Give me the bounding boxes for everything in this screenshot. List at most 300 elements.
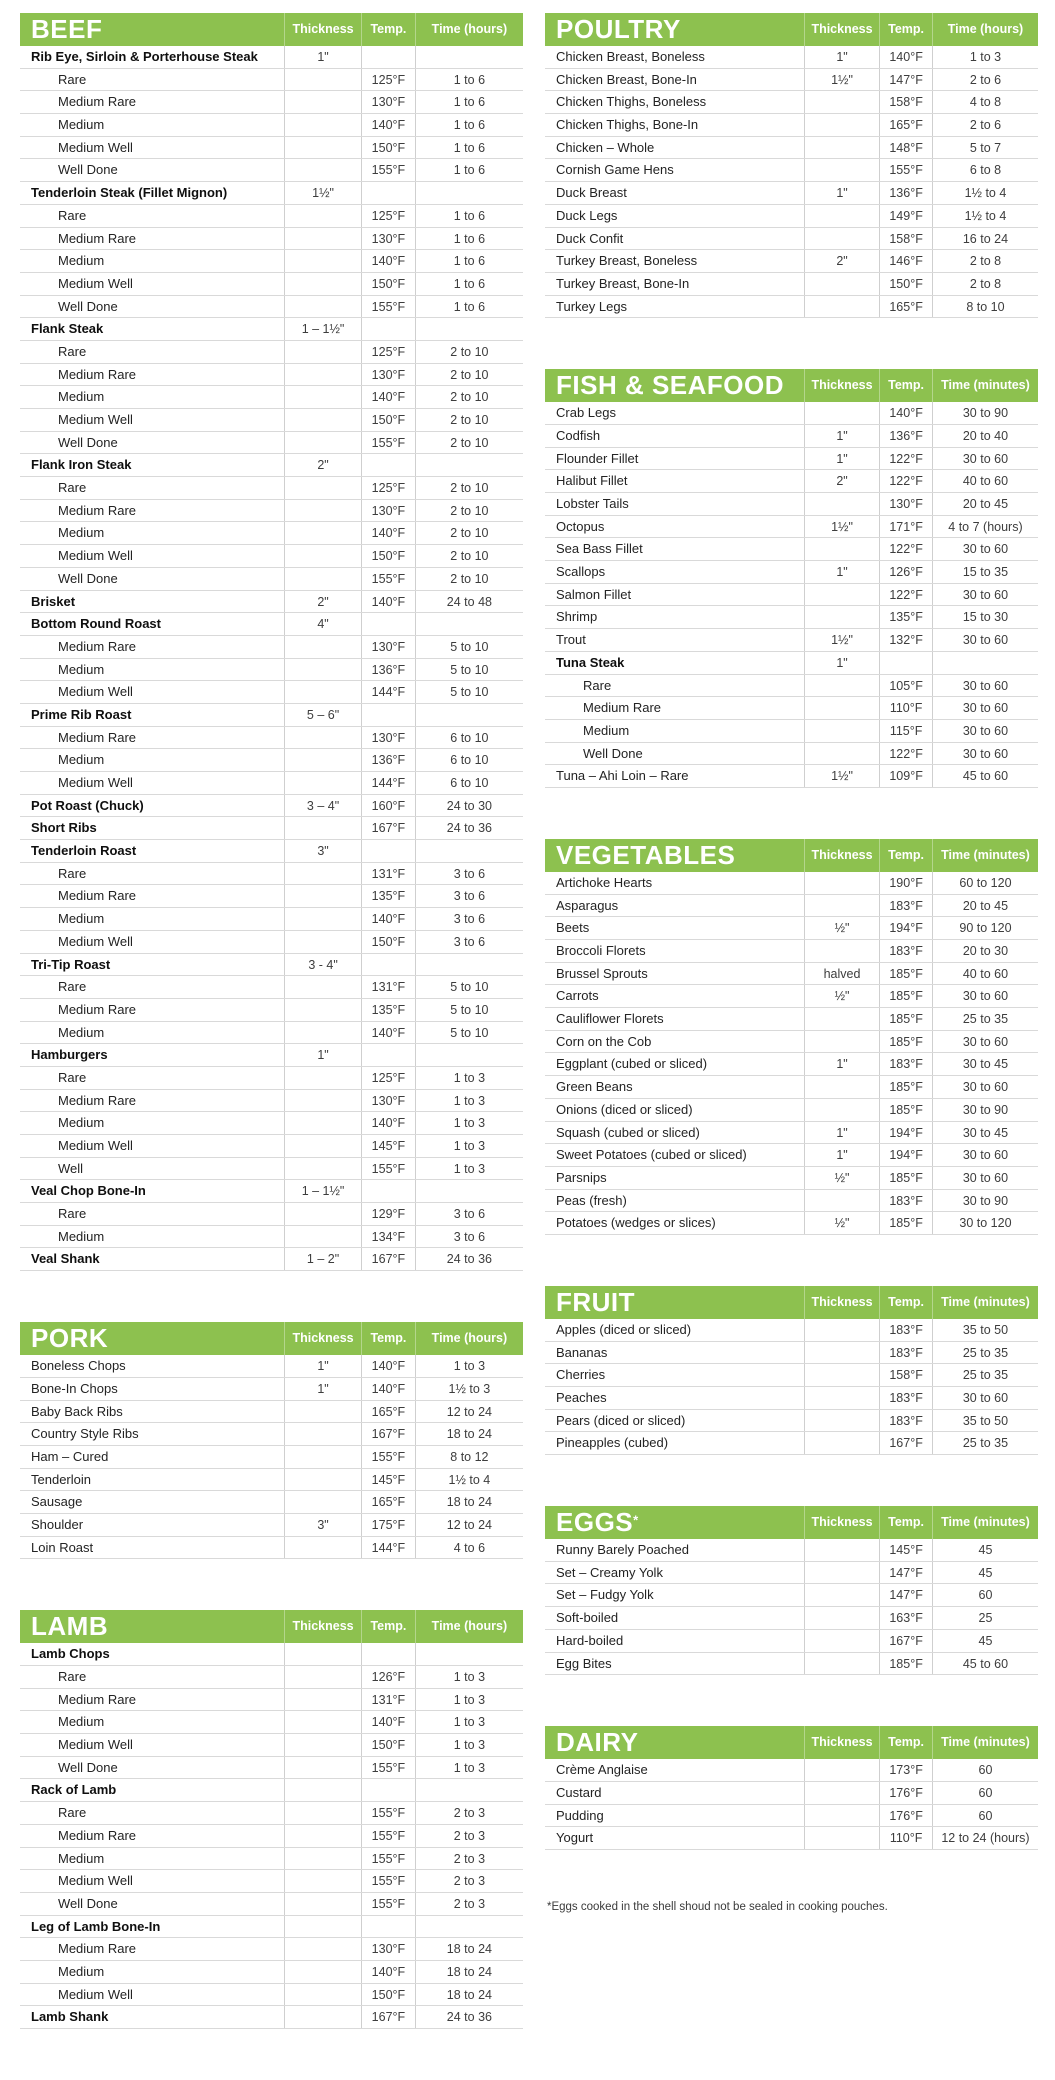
section-dairy: [545, 1726, 1038, 1850]
table-row: [20, 250, 523, 273]
thickness-cell: [804, 1031, 880, 1053]
time-cell: 1 to 6: [415, 205, 523, 227]
time-cell: 6 to 10: [415, 749, 523, 771]
food-name-cell: Yogurt: [556, 1830, 594, 1846]
time-cell: 3 to 6: [415, 1226, 523, 1248]
table-row: [545, 1190, 1038, 1213]
temp-cell: 125°F: [371, 1070, 406, 1085]
temp-cell: 140°F: [371, 1964, 406, 1979]
food-name-cell: Well Done: [58, 434, 118, 450]
temp-cell: 155°F: [371, 1896, 406, 1911]
table-row: [20, 1734, 523, 1757]
thickness-column-header: Thickness: [804, 1726, 880, 1759]
temp-cell: 140°F: [371, 1715, 406, 1730]
fruit-title-cell: [545, 1286, 804, 1319]
time-cell: 30 to 60: [932, 1031, 1038, 1053]
thickness-cell: 1": [804, 1053, 880, 1075]
time-column-header: Time (minutes): [932, 839, 1038, 872]
table-row: [545, 1212, 1038, 1235]
food-name-cell: Medium: [58, 117, 105, 133]
eggs-title-cell: [545, 1506, 804, 1539]
food-name-cell: Veal Chop Bone-In: [31, 1183, 146, 1199]
section-eggs: [545, 1506, 1038, 1675]
temp-cell: 105°F: [889, 678, 923, 693]
thickness-cell: [804, 228, 880, 250]
time-cell: 5 to 10: [415, 681, 523, 703]
table-row: [545, 493, 1038, 516]
food-name-cell: Medium Well: [58, 1873, 133, 1889]
table-row: [20, 931, 523, 954]
time-cell: 1 to 6: [415, 91, 523, 113]
table-row: [545, 516, 1038, 539]
left-column: [20, 13, 523, 2080]
table-row: [20, 1044, 523, 1067]
thickness-cell: [284, 749, 362, 771]
table-row: [20, 364, 523, 387]
temp-cell: 150°F: [371, 934, 406, 949]
table-row: [20, 613, 523, 636]
food-name-cell: Chicken Breast, Bone-In: [556, 71, 697, 87]
temp-cell: 190°F: [889, 875, 923, 890]
table-row: [20, 1666, 523, 1689]
food-name-cell: Hard-boiled: [556, 1632, 624, 1648]
time-cell: 5 to 10: [415, 999, 523, 1021]
thickness-cell: [804, 205, 880, 227]
temp-cell: 175°F: [371, 1517, 406, 1532]
table-row: [20, 1226, 523, 1249]
temp-column-header: Temp.: [888, 22, 925, 36]
thickness-column-header: Thickness: [804, 13, 880, 46]
temp-cell: 129°F: [371, 1207, 406, 1222]
temp-cell: 147°F: [889, 72, 923, 87]
temp-cell: 185°F: [889, 1080, 923, 1095]
thickness-cell: [804, 872, 880, 894]
thickness-column-header: Thickness: [284, 1610, 362, 1643]
temp-cell: 125°F: [371, 208, 406, 223]
time-cell: 2 to 10: [415, 409, 523, 431]
temp-cell: 171°F: [889, 519, 923, 534]
vegetables-title: VEGETABLES: [556, 839, 736, 870]
food-name-cell: Asparagus: [556, 897, 619, 913]
temp-cell: [362, 1180, 415, 1202]
time-cell: 4 to 6: [415, 1537, 523, 1559]
table-row: [20, 454, 523, 477]
food-name-cell: Rare: [58, 480, 87, 496]
food-name-cell: Medium: [58, 911, 105, 927]
time-cell: 1 to 3: [932, 46, 1038, 68]
thickness-cell: [284, 1961, 362, 1983]
food-name-cell: Rare: [58, 343, 87, 359]
temp-cell: 183°F: [889, 1413, 923, 1428]
food-name-cell: Rare: [58, 1805, 87, 1821]
temp-cell: [362, 1916, 415, 1938]
temp-cell: 130°F: [371, 1093, 406, 1108]
table-row: [20, 954, 523, 977]
thickness-cell: [804, 1008, 880, 1030]
table-row: [20, 205, 523, 228]
thickness-cell: [284, 1893, 362, 1915]
table-row: [545, 1387, 1038, 1410]
temp-cell: 144°F: [371, 1540, 406, 1555]
food-name-cell: Cornish Game Hens: [556, 162, 674, 178]
time-cell: 20 to 45: [932, 493, 1038, 515]
food-name-cell: Tri-Tip Roast: [31, 956, 111, 972]
table-row: [20, 1916, 523, 1939]
temp-cell: 158°F: [889, 231, 923, 246]
temp-cell: 131°F: [371, 980, 406, 995]
thickness-cell: 1": [804, 561, 880, 583]
temp-cell: [880, 652, 932, 674]
food-name-cell: Flounder Fillet: [556, 450, 639, 466]
table-row: [20, 159, 523, 182]
thickness-cell: 2": [804, 470, 880, 492]
temp-cell: 136°F: [371, 753, 406, 768]
thickness-cell: [804, 1759, 880, 1781]
time-cell: 24 to 36: [415, 2006, 523, 2028]
vegetables-title-cell: [545, 839, 804, 872]
food-name-cell: Prime Rib Roast: [31, 706, 132, 722]
thickness-cell: [804, 743, 880, 765]
table-row: [545, 159, 1038, 182]
thickness-cell: [284, 976, 362, 998]
thickness-cell: [284, 727, 362, 749]
time-cell: 1 to 3: [415, 1757, 523, 1779]
thickness-cell: [284, 1158, 362, 1180]
temp-cell: 140°F: [371, 118, 406, 133]
temp-cell: 109°F: [889, 769, 923, 784]
food-name-cell: Peas (fresh): [556, 1192, 627, 1208]
food-name-cell: Medium Rare: [58, 1092, 137, 1108]
temp-column-header: Temp.: [888, 1515, 925, 1530]
table-row: [545, 1342, 1038, 1365]
table-row: [20, 1961, 523, 1984]
thickness-cell: [284, 1984, 362, 2006]
time-cell: 25: [932, 1607, 1038, 1629]
table-row: [545, 296, 1038, 319]
table-row: [545, 91, 1038, 114]
time-cell: 5 to 10: [415, 636, 523, 658]
table-row: [545, 652, 1038, 675]
food-name-cell: Baby Back Ribs: [31, 1403, 123, 1419]
time-cell: [415, 954, 523, 976]
thickness-cell: [284, 931, 362, 953]
lamb-title: LAMB: [31, 1611, 109, 1642]
time-cell: 3 to 6: [415, 931, 523, 953]
time-cell: 5 to 10: [415, 1022, 523, 1044]
food-name-cell: Artichoke Hearts: [556, 874, 653, 890]
lamb-header-band: [20, 1610, 523, 1643]
table-row: [545, 1759, 1038, 1782]
table-row: [545, 1053, 1038, 1076]
time-cell: 30 to 60: [932, 448, 1038, 470]
temp-cell: 183°F: [889, 1345, 923, 1360]
thickness-cell: [284, 1870, 362, 1892]
table-row: [545, 205, 1038, 228]
food-name-cell: Eggplant (cubed or sliced): [556, 1056, 708, 1072]
time-cell: 30 to 90: [932, 1099, 1038, 1121]
time-cell: 60: [932, 1782, 1038, 1804]
temp-cell: 144°F: [371, 776, 406, 790]
time-cell: 25 to 35: [932, 1432, 1038, 1454]
table-row: [545, 1122, 1038, 1145]
thickness-cell: [284, 409, 362, 431]
food-name-cell: Rare: [58, 207, 87, 223]
table-row: [20, 1802, 523, 1825]
temp-cell: 183°F: [889, 944, 923, 958]
food-name-cell: Medium Well: [58, 1138, 133, 1153]
temp-cell: 155°F: [371, 571, 406, 586]
food-name-cell: Potatoes (wedges or slices): [556, 1215, 716, 1231]
food-name-cell: Medium: [58, 1963, 105, 1979]
temp-cell: 155°F: [371, 1874, 406, 1889]
time-cell: 3 to 6: [415, 863, 523, 885]
thickness-cell: 3 – 4": [284, 795, 362, 817]
fish-title-cell: [545, 369, 804, 402]
temp-cell: 176°F: [889, 1808, 923, 1823]
temp-cell: 122°F: [889, 587, 923, 602]
table-row: [20, 1378, 523, 1401]
table-row: [20, 795, 523, 818]
temp-cell: 130°F: [371, 367, 406, 382]
thickness-cell: [284, 772, 362, 794]
thickness-cell: [804, 1782, 880, 1804]
time-cell: 18 to 24: [415, 1961, 523, 1983]
table-row: [545, 606, 1038, 629]
temp-cell: 136°F: [889, 428, 923, 443]
food-name-cell: Sea Bass Fillet: [556, 541, 643, 557]
time-cell: 1 to 6: [415, 228, 523, 250]
table-row: [545, 538, 1038, 561]
food-name-cell: Chicken Thighs, Bone-In: [556, 117, 699, 133]
temp-cell: 115°F: [889, 723, 923, 738]
table-row: [20, 296, 523, 319]
time-cell: 24 to 30: [415, 795, 523, 817]
temp-cell: 167°F: [889, 1436, 923, 1451]
time-cell: 12 to 24 (hours): [932, 1827, 1038, 1849]
dairy-title-cell: [545, 1726, 804, 1759]
temp-cell: 165°F: [371, 1404, 406, 1419]
fish-title: FISH & SEAFOOD: [556, 370, 785, 401]
table-row: [545, 1144, 1038, 1167]
temp-cell: 135°F: [889, 610, 923, 625]
food-name-cell: Halibut Fillet: [556, 473, 628, 489]
temp-cell: 126°F: [371, 1670, 406, 1684]
food-name-cell: Octopus: [556, 518, 605, 534]
food-name-cell: Medium: [58, 1714, 105, 1730]
thickness-cell: [284, 1226, 362, 1248]
thickness-cell: [284, 1491, 362, 1513]
time-cell: 35 to 50: [932, 1319, 1038, 1341]
table-row: [545, 1432, 1038, 1455]
temp-cell: 194°F: [889, 1125, 923, 1140]
thickness-cell: 1": [804, 1144, 880, 1166]
food-name-cell: Medium Well: [58, 412, 133, 427]
food-name-cell: Chicken Breast, Boneless: [556, 49, 705, 64]
table-row: [545, 561, 1038, 584]
time-cell: 30 to 60: [932, 697, 1038, 719]
table-row: [20, 409, 523, 432]
thickness-cell: [804, 1364, 880, 1386]
time-cell: 60 to 120: [932, 872, 1038, 894]
table-row: [20, 772, 523, 795]
temp-cell: 194°F: [889, 921, 923, 936]
thickness-cell: [284, 817, 362, 839]
temp-cell: 130°F: [889, 497, 923, 511]
food-name-cell: Flank Iron Steak: [31, 457, 132, 473]
temp-cell: 134°F: [371, 1229, 406, 1244]
food-name-cell: Medium Well: [58, 548, 133, 564]
temp-cell: 155°F: [371, 299, 406, 314]
thickness-cell: 3": [284, 1514, 362, 1536]
food-name-cell: Medium Rare: [58, 1001, 137, 1017]
table-row: [20, 704, 523, 727]
temp-cell: 183°F: [889, 898, 923, 913]
thickness-cell: [284, 1423, 362, 1445]
food-name-cell: Medium Well: [58, 275, 133, 291]
food-name-cell: Peaches: [556, 1390, 607, 1405]
food-name-cell: Medium Rare: [58, 94, 137, 110]
food-name-cell: Well Done: [58, 1759, 118, 1775]
thickness-cell: [804, 1630, 880, 1652]
thickness-cell: [284, 1689, 362, 1711]
thickness-cell: [804, 1076, 880, 1098]
food-name-cell: Salmon Fillet: [556, 586, 632, 602]
temp-cell: 150°F: [889, 276, 923, 291]
thickness-cell: [284, 1757, 362, 1779]
time-cell: [415, 1643, 523, 1665]
temp-cell: 147°F: [889, 1588, 923, 1603]
table-row: [20, 1446, 523, 1469]
food-name-cell: Short Ribs: [31, 820, 97, 836]
time-column-header: Time (hours): [415, 1610, 523, 1643]
thickness-column-header: Thickness: [804, 1506, 880, 1539]
table-row: [20, 817, 523, 840]
time-column-header: Time (minutes): [932, 1506, 1038, 1539]
temp-cell: 136°F: [371, 662, 406, 677]
food-name-cell: Tenderloin Steak (Fillet Mignon): [31, 185, 228, 201]
thickness-cell: 1½": [804, 69, 880, 91]
food-name-cell: Medium Well: [58, 933, 133, 949]
thickness-cell: 1": [284, 46, 362, 68]
food-name-cell: Green Beans: [556, 1079, 633, 1095]
table-row: [20, 2006, 523, 2029]
thickness-cell: 3 - 4": [284, 954, 362, 976]
thickness-cell: [804, 1827, 880, 1849]
thickness-cell: [804, 1432, 880, 1454]
food-name-cell: Turkey Legs: [556, 298, 628, 314]
time-cell: 18 to 24: [415, 1938, 523, 1960]
food-name-cell: Medium Well: [58, 1737, 133, 1753]
table-row: [20, 1180, 523, 1203]
temp-cell: 150°F: [371, 549, 406, 564]
pork-title: PORK: [31, 1323, 109, 1354]
temp-cell: 185°F: [889, 1216, 923, 1231]
fruit-header-band: [545, 1286, 1038, 1319]
table-row: [20, 976, 523, 999]
temp-cell: 183°F: [889, 1193, 923, 1208]
table-row: [20, 69, 523, 92]
table-row: [20, 91, 523, 114]
thickness-cell: 1": [804, 652, 880, 674]
temp-cell: 185°F: [889, 1012, 923, 1027]
time-cell: 8 to 10: [932, 296, 1038, 318]
dairy-title: DAIRY: [556, 1727, 639, 1758]
time-cell: 30 to 60: [932, 1167, 1038, 1189]
thickness-cell: [804, 584, 880, 606]
thickness-cell: 1": [804, 46, 880, 68]
thickness-cell: halved: [804, 963, 880, 985]
food-name-cell: Medium Well: [58, 684, 133, 700]
thickness-cell: [284, 205, 362, 227]
table-row: [20, 1779, 523, 1802]
thickness-cell: [284, 908, 362, 930]
temp-cell: 185°F: [889, 1170, 923, 1185]
temp-cell: 125°F: [371, 481, 406, 496]
table-row: [20, 1514, 523, 1537]
food-name-cell: Medium Well: [58, 775, 133, 790]
food-name-cell: Medium Rare: [58, 638, 137, 654]
food-name-cell: Flank Steak: [31, 321, 104, 337]
food-name-cell: Medium: [58, 389, 105, 405]
food-name-cell: Tenderloin: [31, 1471, 91, 1487]
temp-cell: [362, 954, 415, 976]
time-cell: 1½ to 4: [932, 205, 1038, 227]
table-row: [545, 1607, 1038, 1630]
food-name-cell: Veal Shank: [31, 1251, 100, 1267]
table-row: [20, 1135, 523, 1158]
time-cell: 40 to 60: [932, 963, 1038, 985]
time-cell: [415, 613, 523, 635]
table-row: [20, 432, 523, 455]
section-poultry: [545, 13, 1038, 318]
table-row: [20, 46, 523, 69]
table-row: [20, 1355, 523, 1378]
temp-cell: 136°F: [889, 186, 923, 201]
food-name-cell: Medium: [58, 1228, 105, 1244]
temp-cell: 130°F: [371, 95, 406, 110]
time-cell: [415, 1180, 523, 1202]
table-row: [545, 46, 1038, 69]
temp-cell: 165°F: [371, 1495, 406, 1510]
table-row: [20, 137, 523, 160]
time-cell: 12 to 24: [415, 1401, 523, 1423]
temp-cell: 165°F: [889, 118, 923, 133]
food-name-cell: Medium Well: [58, 139, 133, 155]
thickness-column-header: Thickness: [804, 1286, 880, 1319]
time-cell: 30 to 60: [932, 720, 1038, 742]
time-column-header: Time (minutes): [932, 1286, 1038, 1319]
food-name-cell: Medium Rare: [58, 888, 137, 904]
table-row: [545, 1805, 1038, 1828]
time-cell: 3 to 6: [415, 885, 523, 907]
temp-cell: 148°F: [889, 140, 923, 155]
poultry-title-cell: [545, 13, 804, 46]
thickness-cell: 1 – 2": [284, 1248, 362, 1270]
time-cell: 2 to 3: [415, 1825, 523, 1847]
table-row: [545, 765, 1038, 788]
time-cell: 15 to 35: [932, 561, 1038, 583]
food-name-cell: Shrimp: [556, 609, 598, 625]
time-cell: 1 to 6: [415, 137, 523, 159]
thickness-cell: 2": [804, 250, 880, 272]
thickness-cell: [284, 1802, 362, 1824]
temp-cell: 150°F: [371, 140, 406, 155]
thickness-cell: [284, 1067, 362, 1089]
thickness-column-header: Thickness: [804, 369, 880, 402]
table-row: [20, 1711, 523, 1734]
thickness-cell: [284, 1022, 362, 1044]
time-cell: 60: [932, 1759, 1038, 1781]
